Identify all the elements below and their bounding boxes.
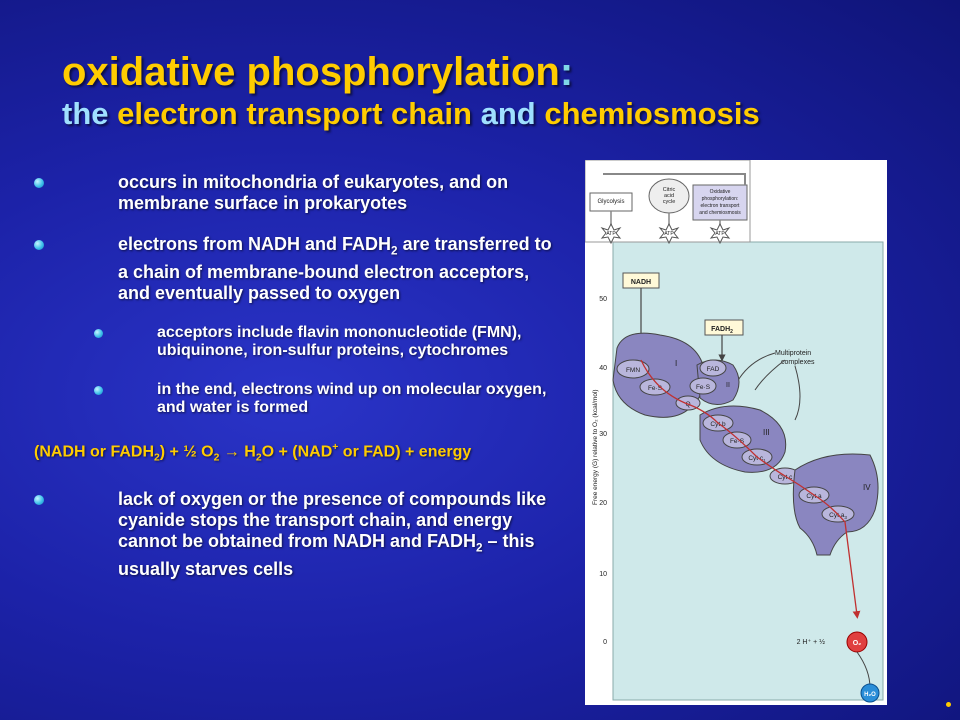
svg-text:acid: acid [663,193,675,199]
etc-diagram [585,160,887,705]
svg-text:Multiprotein: Multiprotein [775,350,812,357]
svg-text:IV: IV [863,483,871,492]
svg-text:FAD: FAD [706,366,720,373]
svg-text:10: 10 [599,571,607,578]
svg-text:FADH2: $FADH_2$ [711,326,733,335]
svg-text:electron transport: electron transport [700,203,740,209]
sub-bullet-oxygen: in the end, electrons wind up on molecular oxygen, and water is formed [34,381,564,417]
svg-text:Fe·S: Fe·S [729,438,745,445]
svg-text:2 H⁺ + ½: 2 H⁺ + ½ [796,639,825,646]
bullet-dot-icon [94,386,103,395]
electron-transport-chain-figure [585,160,887,705]
svg-text:Citric: Citric [662,187,676,193]
y-axis [592,296,607,646]
svg-text:III: III [763,428,770,437]
sub-bullet-acceptors: acceptors include flavin mononucleotide (FMN), ubiquinone, iron-sulfur proteins, cytochromes [34,324,564,360]
svg-text:and chemiosmosis: and chemiosmosis [699,210,741,216]
svg-text:ATP: ATP [664,231,674,237]
svg-text:50: 50 [599,296,607,303]
svg-text:Oxidative: Oxidative [709,189,731,195]
bullet-dot-icon [34,178,44,188]
svg-text:H₂O: H₂O [864,692,876,698]
svg-text:Cyt c1: Cyt $c_1$ [748,455,766,463]
svg-text:30: 30 [599,431,607,438]
bullet-dot-icon [34,240,44,250]
title-line-1: oxidative phosphorylation: [62,50,574,94]
svg-text:Cyt c: Cyt c [777,474,793,481]
slide-body [34,172,564,580]
svg-text:Fe·S: Fe·S [647,385,663,392]
svg-text:cycle: cycle [662,199,676,205]
svg-text:0: 0 [603,639,607,646]
svg-text:ATP: ATP [715,231,725,237]
bullet-cyanide: lack of oxygen or the presence of compounds like cyanide stops the transport chain, and energy cannot be obtained from NADH and $FADH_2$ – this usually starves cells [34,489,564,580]
bullet-dot-icon [94,329,103,338]
svg-text:Q: Q [685,401,691,408]
svg-text:NADH: NADH [630,279,652,286]
svg-text:FMN: FMN [625,367,641,374]
svg-text:Fe·S: Fe·S [695,384,711,391]
svg-text:complexes: complexes [781,359,815,366]
slide-title [62,50,922,132]
bullet-dot-icon [34,495,44,505]
svg-text:ATP: ATP [606,231,616,237]
bullet-electron-transfer: electrons from NADH and $FADH_2$ are transferred to a chain of membrane-bound electron acceptors, and eventually passed to oxygen [34,234,564,304]
svg-text:40: 40 [599,365,607,372]
title-line-2: the electron transport chain and chemiosmosis [62,95,760,131]
svg-text:Cyt a: Cyt a [806,493,822,500]
svg-text:Cyt b: Cyt b [710,421,726,428]
svg-text:II: II [726,382,730,389]
svg-text:20: 20 [599,500,607,507]
svg-text:Glycolysis: Glycolysis [597,199,625,205]
slide-marker [946,702,951,707]
svg-text:I: I [675,359,678,368]
svg-text:Cyt a3: Cyt $a_3$ [829,512,847,520]
bullet-location: occurs in mitochondria of eukaryotes, and on membrane surface in prokaryotes [34,172,564,214]
reaction-equation: (NADH or $FADH_2$) + ½ $O_2 \to H_2O + (NAD^+$ or FAD) + energy [34,441,472,464]
svg-text:O₂: O₂ [852,640,862,647]
svg-text:phosphorylation:: phosphorylation: [701,196,739,202]
svg-text:Free energy (G) relative to O₂: Free energy (G) relative to O₂ (kcal/mol) [592,389,599,505]
